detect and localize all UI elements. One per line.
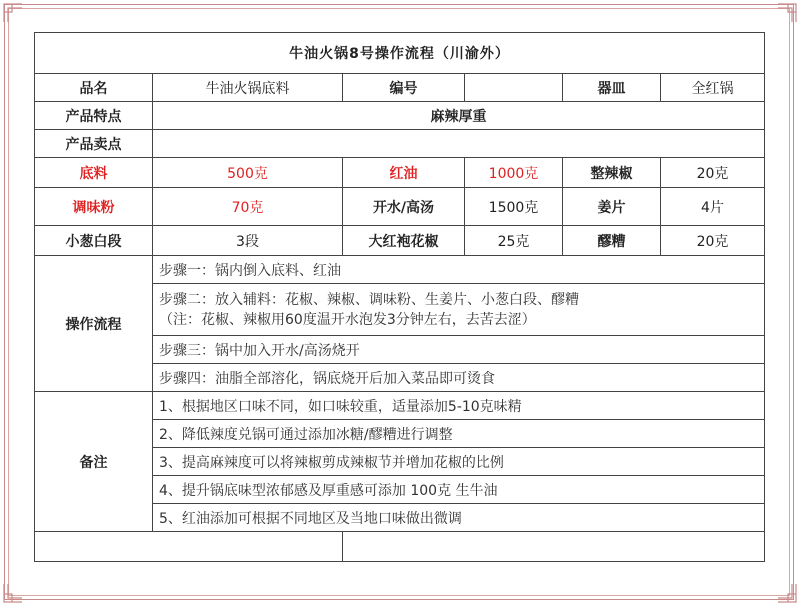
vessel-value: 全红锅 xyxy=(661,74,765,102)
selling-point-label: 产品卖点 xyxy=(35,130,153,158)
table-row xyxy=(35,392,765,420)
step-one: 步骤一：锅内倒入底料、红油 xyxy=(153,256,765,284)
corner-ornament-icon xyxy=(776,582,798,604)
selling-point-value xyxy=(153,130,765,158)
product-name-value: 牛油火锅底料 xyxy=(153,74,343,102)
red-oil-label: 红油 xyxy=(343,158,465,188)
table-row xyxy=(35,532,765,562)
corner-ornament-icon xyxy=(2,582,24,604)
note-item: 2、降低辣度兑锅可通过添加冰糖/醪糟进行调整 xyxy=(153,420,765,448)
empty-cell xyxy=(35,532,343,562)
broth-value: 1500克 xyxy=(465,188,563,226)
pepper-label: 大红袍花椒 xyxy=(343,226,465,256)
table-row xyxy=(35,158,765,188)
recipe-table xyxy=(34,32,765,562)
code-label: 编号 xyxy=(343,74,465,102)
process-label: 操作流程 xyxy=(35,256,153,392)
step-two xyxy=(153,284,765,336)
base-value: 500克 xyxy=(153,158,343,188)
broth-label: 开水/高汤 xyxy=(343,188,465,226)
table-row xyxy=(35,102,765,130)
whole-chili-value: 20克 xyxy=(661,158,765,188)
features-value: 麻辣厚重 xyxy=(153,102,765,130)
table-row xyxy=(35,226,765,256)
corner-ornament-icon xyxy=(2,2,24,24)
product-name-label: 品名 xyxy=(35,74,153,102)
page-title: 牛油火锅8号操作流程（川渝外） xyxy=(35,33,765,74)
step-two-text: 步骤二：放入辅料：花椒、辣椒、调味粉、生姜片、小葱白段、醪糟 xyxy=(159,291,579,308)
code-value xyxy=(465,74,563,102)
fermented-rice-label: 醪糟 xyxy=(563,226,661,256)
table-row xyxy=(35,188,765,226)
step-three: 步骤三：锅中加入开水/高汤烧开 xyxy=(153,336,765,364)
base-label: 底料 xyxy=(35,158,153,188)
table-row xyxy=(35,74,765,102)
empty-cell xyxy=(343,532,765,562)
table-row xyxy=(35,130,765,158)
red-oil-value: 1000克 xyxy=(465,158,563,188)
whole-chili-label: 整辣椒 xyxy=(563,158,661,188)
note-item: 4、提升锅底味型浓郁感及厚重感可添加 100克 生牛油 xyxy=(153,476,765,504)
ginger-value: 4片 xyxy=(661,188,765,226)
features-label: 产品特点 xyxy=(35,102,153,130)
scallion-label: 小葱白段 xyxy=(35,226,153,256)
notes-label: 备注 xyxy=(35,392,153,532)
ginger-label: 姜片 xyxy=(563,188,661,226)
corner-ornament-icon xyxy=(776,2,798,24)
table-row xyxy=(35,256,765,284)
note-item: 5、红油添加可根据不同地区及当地口味做出微调 xyxy=(153,504,765,532)
seasoning-label: 调味粉 xyxy=(35,188,153,226)
scallion-value: 3段 xyxy=(153,226,343,256)
step-two-note: （注：花椒、辣椒用60度温开水泡发3分钟左右，去苦去涩） xyxy=(159,311,536,328)
pepper-value: 25克 xyxy=(465,226,563,256)
fermented-rice-value: 20克 xyxy=(661,226,765,256)
note-item: 1、根据地区口味不同，如口味较重，适量添加5-10克味精 xyxy=(153,392,765,420)
seasoning-value: 70克 xyxy=(153,188,343,226)
step-four: 步骤四：油脂全部溶化，锅底烧开后加入菜品即可烫食 xyxy=(153,364,765,392)
vessel-label: 器皿 xyxy=(563,74,661,102)
note-item: 3、提高麻辣度可以将辣椒剪成辣椒节并增加花椒的比例 xyxy=(153,448,765,476)
